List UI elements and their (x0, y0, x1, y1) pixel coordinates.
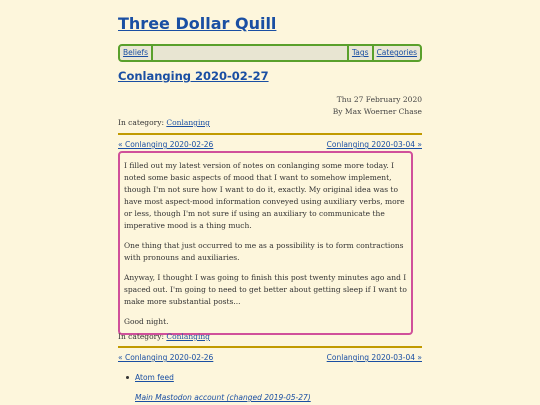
post-category-top (118, 118, 210, 127)
nav-bar (118, 44, 422, 62)
prev-post-link[interactable]: « Conlanging 2020-02-26 (118, 140, 214, 149)
post-paragraph: Good night. (124, 317, 169, 326)
category-label: In category: (118, 332, 164, 341)
post-meta (333, 94, 422, 118)
atom-feed-link[interactable]: Atom feed (135, 373, 174, 382)
prev-post-link[interactable]: « Conlanging 2020-02-26 (118, 353, 214, 362)
post-title-link[interactable]: Conlanging 2020-02-27 (118, 69, 269, 83)
footer-links (126, 373, 174, 382)
post-pager-top (118, 140, 422, 149)
nav-tags-link[interactable]: Tags (351, 48, 369, 57)
post-content (118, 151, 413, 335)
post-pager-bottom (118, 353, 422, 362)
post-date: Thu 27 February 2020 (336, 95, 422, 104)
post-paragraph: I filled out my latest version of notes on conlanging some more today. I noted some basic aspects of mood that I want to somehow implement, though I'm not sure how I want to do it, exactly. My original idea was to have most aspect-mood information conveyed using auxiliary verbs, more or less, though I'm not sure if using an auxiliary to communicate the imperative mood is a thing much. (124, 161, 405, 230)
post-author: By Max Woerner Chase (332, 107, 422, 116)
divider-rule (118, 133, 422, 135)
mastodon-account-link[interactable]: Main Mastodon account (changed 2019-05-27) (135, 393, 311, 402)
divider-rule (118, 346, 422, 348)
nav-beliefs-link[interactable]: Beliefs (123, 48, 149, 57)
next-post-link[interactable]: Conlanging 2020-03-04 » (326, 353, 422, 362)
site-title-link[interactable]: Three Dollar Quill (118, 14, 277, 33)
nav-search-field[interactable] (153, 46, 347, 60)
next-post-link[interactable]: Conlanging 2020-03-04 » (326, 140, 422, 149)
category-link[interactable]: Conlanging (166, 118, 210, 127)
list-item (126, 373, 174, 382)
category-label: In category: (118, 118, 164, 127)
nav-categories-link[interactable]: Categories (376, 48, 417, 57)
bullet-icon (126, 376, 129, 379)
post-category-bottom (118, 332, 210, 341)
post-paragraph: One thing that just occurred to me as a possibility is to form contractions with pronouns and auxiliaries. (124, 241, 404, 262)
post-paragraph: Anyway, I thought I was going to finish this post twenty minutes ago and I spaced out. I'm going to need to get better about getting sleep if I want to make more substantial posts... (124, 273, 407, 306)
category-link[interactable]: Conlanging (166, 332, 210, 341)
